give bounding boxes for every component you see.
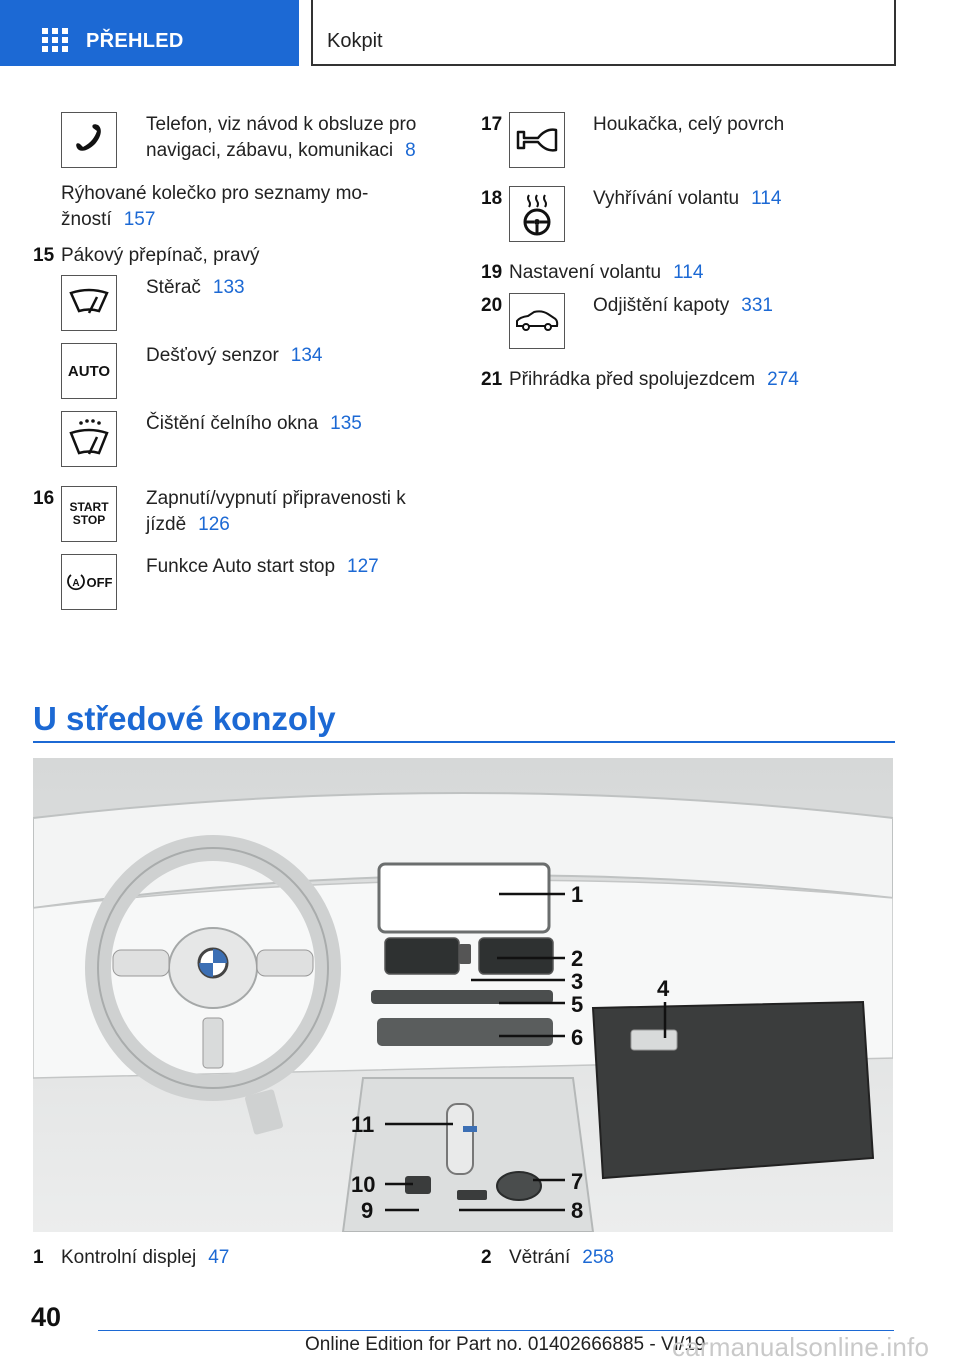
- rain-entry: [146, 343, 323, 369]
- start-stop-text: Zapnutí/vypnutí připravenosti k jízdě: [146, 488, 406, 535]
- chapter-header: [311, 0, 896, 66]
- item-21-number: 21: [481, 369, 503, 390]
- legend-1-text: Kontrolní displej: [61, 1247, 197, 1268]
- wiper-entry: [146, 275, 245, 301]
- callout-7: 7: [571, 1169, 584, 1194]
- auto-icon: [61, 343, 117, 399]
- autostop-text: Funkce Auto start stop: [146, 556, 336, 577]
- legend-2-entry: [509, 1245, 614, 1271]
- footer-edition: Online Edition for Part no. 01402666885 - VI/19: [305, 1334, 706, 1355]
- section-tab[interactable]: [0, 0, 299, 66]
- item-19-number: 19: [481, 262, 503, 283]
- steering-heat-icon: [509, 186, 565, 242]
- rain-ref-link[interactable]: 134: [290, 345, 323, 366]
- wheel-ref-link[interactable]: 157: [123, 209, 156, 230]
- callout-9: 9: [361, 1198, 374, 1223]
- wash-entry: [146, 411, 362, 437]
- phone-text: Telefon, viz návod k obsluze pro navigaci, zábavu, komunikaci: [146, 114, 417, 161]
- rain-text: Dešťový senzor: [146, 345, 279, 366]
- horn-entry: [593, 112, 784, 138]
- wiper-text: Stěrač: [146, 277, 201, 298]
- steering-adjust-ref-link[interactable]: 114: [673, 262, 704, 283]
- wiper-icon: [61, 275, 117, 331]
- callout-10: 10: [351, 1172, 376, 1197]
- item-15-text: Pákový přepínač, pravý: [61, 245, 260, 266]
- horn-text: Houkačka, celý povrch: [593, 114, 785, 135]
- auto-start-stop-off-icon: [61, 554, 117, 610]
- legend-1-ref-link[interactable]: 47: [208, 1247, 230, 1268]
- steering-heat-ref-link[interactable]: 114: [751, 188, 782, 209]
- glovebox-entry: [509, 367, 799, 393]
- item-20-number: 20: [481, 295, 503, 316]
- start-stop-entry: [146, 486, 436, 538]
- grid-icon: [42, 28, 68, 52]
- hood-icon: [509, 293, 565, 349]
- autostop-ref-link[interactable]: 127: [347, 556, 379, 577]
- callout-11: 11: [351, 1112, 375, 1137]
- callout-4: 4: [657, 976, 670, 1001]
- svg-text:A: A: [71, 578, 80, 589]
- center-console-illustration: [33, 758, 893, 1232]
- legend-1-number: 1: [33, 1247, 44, 1268]
- phone-ref-link[interactable]: 8: [405, 140, 416, 161]
- section-tab-label: PŘEHLED: [86, 30, 184, 52]
- item-15-number: 15: [33, 245, 55, 266]
- steering-heat-entry: [593, 186, 781, 212]
- hood-ref-link[interactable]: 331: [741, 295, 773, 316]
- callout-3: 3: [571, 969, 584, 994]
- start-stop-ref-link[interactable]: 126: [198, 514, 230, 535]
- wash-ref-link[interactable]: 135: [330, 413, 362, 434]
- watermark: carmanualsonline.info: [672, 1332, 930, 1362]
- steering-adjust-entry: [509, 260, 703, 286]
- glovebox-text: Přihrádka před spolujezdcem: [509, 369, 756, 390]
- hood-entry: [593, 293, 773, 319]
- auto-icon-label: AUTO: [67, 362, 111, 380]
- section-heading-rule: [33, 741, 895, 743]
- start-stop-icon: [61, 486, 117, 542]
- washer-icon: [61, 411, 117, 467]
- callout-1: 1: [571, 882, 584, 907]
- stop-label: STOP: [72, 513, 106, 527]
- page-number: 40: [31, 1302, 62, 1332]
- wiper-ref-link[interactable]: 133: [212, 277, 245, 298]
- start-label: START: [69, 500, 109, 514]
- wash-text: Čištění čelního okna: [146, 413, 319, 434]
- item-18-number: 18: [481, 188, 503, 209]
- section-heading: U středové konzoly: [33, 700, 336, 737]
- legend-1-entry: [61, 1245, 229, 1271]
- callout-6: 6: [571, 1025, 584, 1050]
- steering-adjust-text: Nastavení volantu: [509, 262, 662, 283]
- wheel-entry: [61, 181, 381, 233]
- off-label: OFF: [86, 574, 113, 590]
- chapter-title: Kokpit: [327, 30, 383, 52]
- footer-rule: [98, 1330, 894, 1331]
- phone-entry: [146, 112, 436, 164]
- steering-heat-text: Vyhřívání volantu: [593, 188, 740, 209]
- callout-5: 5: [571, 992, 584, 1017]
- glovebox-ref-link[interactable]: 274: [767, 369, 799, 390]
- wheel-text: Rýhované kolečko pro seznamy mo-žností: [61, 183, 369, 230]
- item-16-number: 16: [33, 488, 55, 509]
- legend-2-ref-link[interactable]: 258: [582, 1247, 614, 1268]
- autostop-entry: [146, 554, 379, 580]
- horn-icon: [509, 112, 565, 168]
- hood-text: Odjištění kapoty: [593, 295, 730, 316]
- legend-2-text: Větrání: [509, 1247, 571, 1268]
- callout-8: 8: [571, 1198, 584, 1223]
- item-17-number: 17: [481, 114, 503, 135]
- phone-icon: [61, 112, 117, 168]
- legend-2-number: 2: [481, 1247, 492, 1268]
- callout-2: 2: [571, 946, 584, 971]
